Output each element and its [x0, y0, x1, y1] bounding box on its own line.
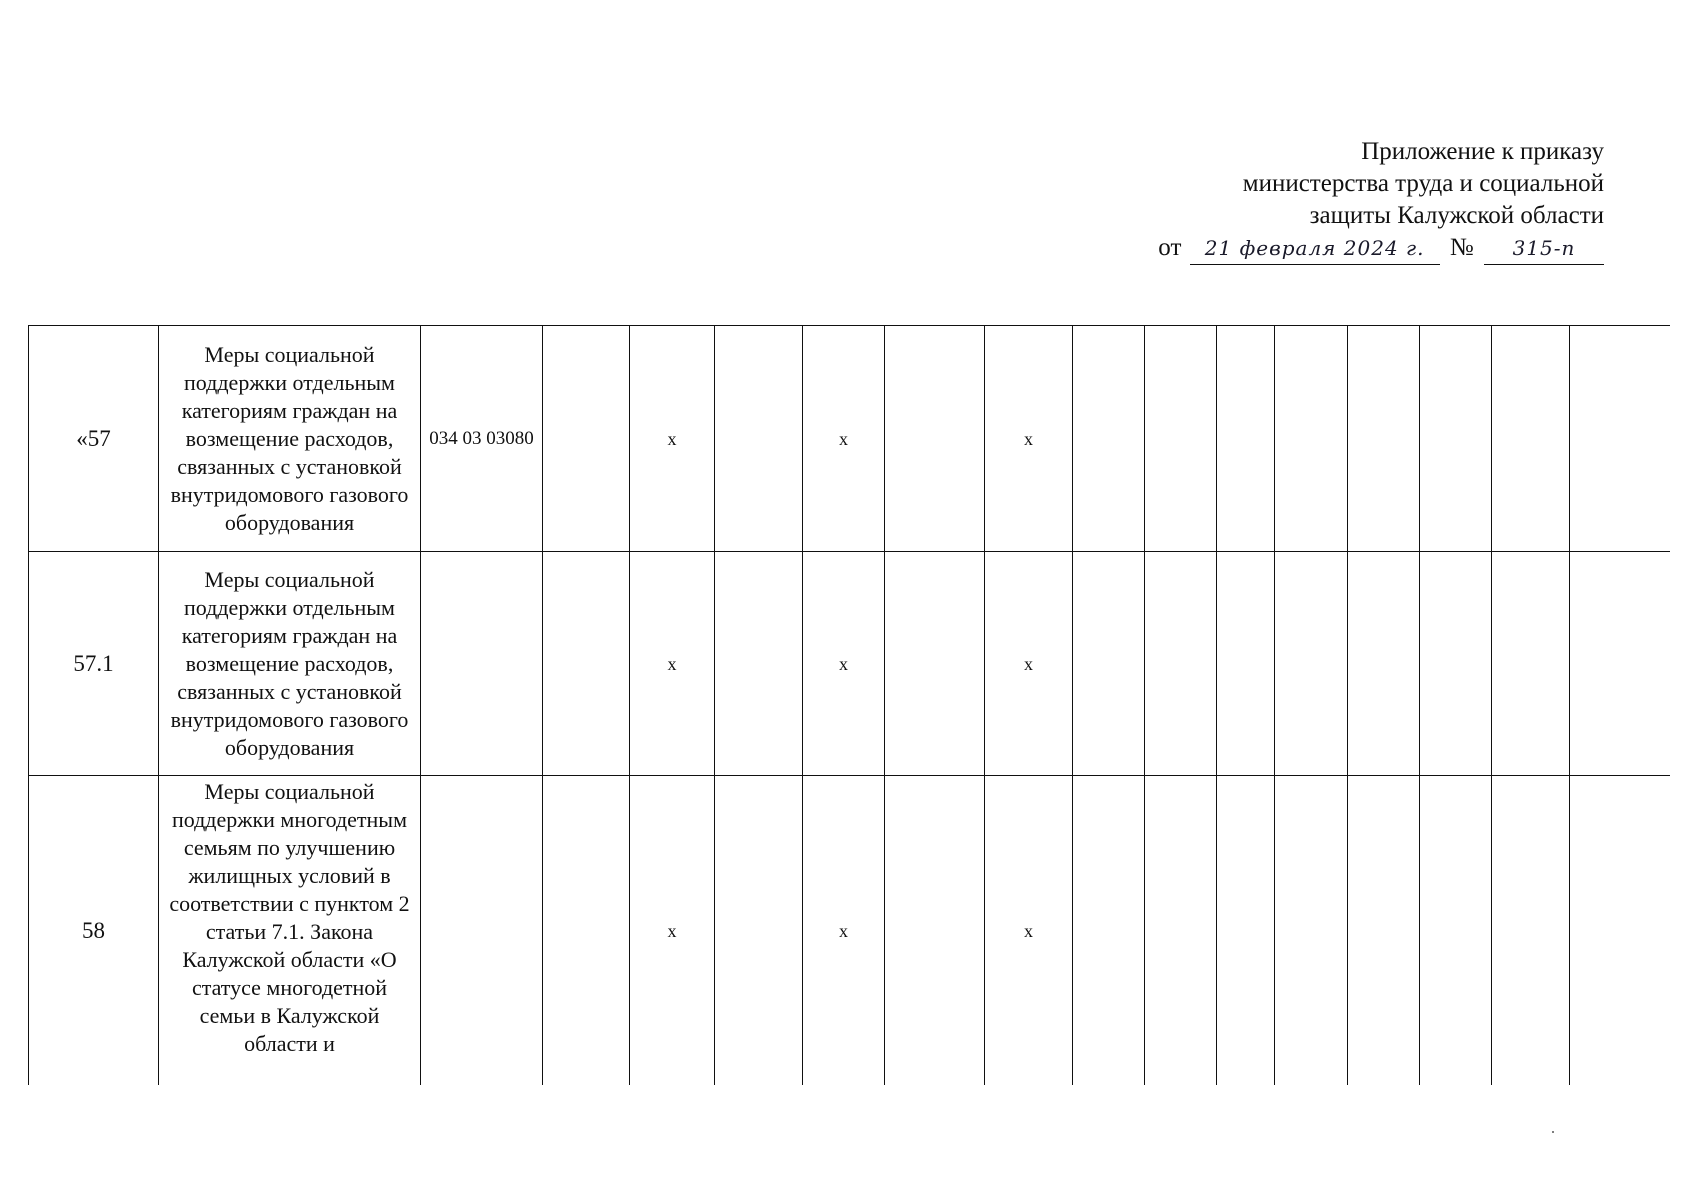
empty-cell: [1275, 776, 1348, 1086]
table-row: [29, 776, 1671, 1086]
row-number: «57: [29, 326, 159, 552]
empty-cell: [1275, 326, 1348, 552]
empty-cell: [1420, 776, 1492, 1086]
header-line-3: защиты Калужской области: [1309, 202, 1604, 229]
x-mark: x: [630, 326, 715, 552]
empty-cell: [715, 326, 803, 552]
x-mark: x: [630, 552, 715, 776]
empty-cell: [1145, 326, 1217, 552]
empty-cell: [715, 552, 803, 776]
empty-cell: [885, 326, 985, 552]
empty-cell: [885, 552, 985, 776]
x-mark: x: [985, 776, 1073, 1086]
empty-cell: [1348, 326, 1420, 552]
empty-cell: [885, 776, 985, 1086]
budget-code: 034 03 03080: [421, 326, 543, 552]
empty-cell: [1145, 552, 1217, 776]
empty-cell: [1492, 552, 1570, 776]
empty-cell: [1217, 326, 1275, 552]
empty-cell: [543, 326, 630, 552]
measure-name-cell: [159, 776, 421, 1086]
measure-name: Меры социальной поддержки отдельным категориям граждан на возмещение расходов, связанных с установкой внутридомового газового оборудования: [159, 326, 421, 552]
empty-cell: [1348, 776, 1420, 1086]
from-label: от: [1158, 234, 1182, 261]
empty-cell: [1275, 552, 1348, 776]
empty-cell: [1492, 776, 1570, 1086]
scan-speck: [1552, 1131, 1554, 1133]
budget-code: [421, 776, 543, 1086]
budget-code: [421, 552, 543, 776]
empty-cell: [1420, 326, 1492, 552]
empty-cell: [1570, 326, 1671, 552]
x-mark: x: [803, 776, 885, 1086]
order-date-number-line: [1158, 232, 1604, 265]
header-line-1: Приложение к приказу: [1361, 138, 1604, 165]
number-label: №: [1449, 234, 1474, 261]
measures-table: [28, 325, 1670, 1085]
empty-cell: [1073, 776, 1145, 1086]
table-row: [29, 326, 1671, 552]
measures-table-container: [28, 325, 1670, 1085]
measure-name: Меры социальной поддержки отдельным категориям граждан на возмещение расходов, связанных с установкой внутридомового газового оборудования: [159, 552, 421, 776]
x-mark: x: [985, 326, 1073, 552]
empty-cell: [1570, 552, 1671, 776]
handwritten-date: 21 февраля 2024 г.: [1190, 234, 1440, 265]
x-mark: x: [803, 326, 885, 552]
empty-cell: [1217, 552, 1275, 776]
empty-cell: [1348, 552, 1420, 776]
x-mark: x: [985, 552, 1073, 776]
empty-cell: [543, 776, 630, 1086]
empty-cell: [1145, 776, 1217, 1086]
x-mark: x: [630, 776, 715, 1086]
empty-cell: [1073, 552, 1145, 776]
measure-name: Меры социальной поддержки многодетным семьям по улучшению жилищных условий в соответствии с пунктом 2 статьи 7.1. Закона Калужской области «О статусе многодетной семьи в Калужской области и: [169, 779, 410, 1056]
empty-cell: [715, 776, 803, 1086]
empty-cell: [1570, 776, 1671, 1086]
handwritten-number: 315-п: [1484, 234, 1604, 265]
row-number: 58: [29, 776, 159, 1086]
row-number: 57.1: [29, 552, 159, 776]
empty-cell: [1492, 326, 1570, 552]
empty-cell: [543, 552, 630, 776]
empty-cell: [1073, 326, 1145, 552]
table-row: [29, 552, 1671, 776]
document-header: [1158, 136, 1604, 265]
empty-cell: [1217, 776, 1275, 1086]
x-mark: x: [803, 552, 885, 776]
empty-cell: [1420, 552, 1492, 776]
header-line-2: министерства труда и социальной: [1242, 170, 1604, 197]
